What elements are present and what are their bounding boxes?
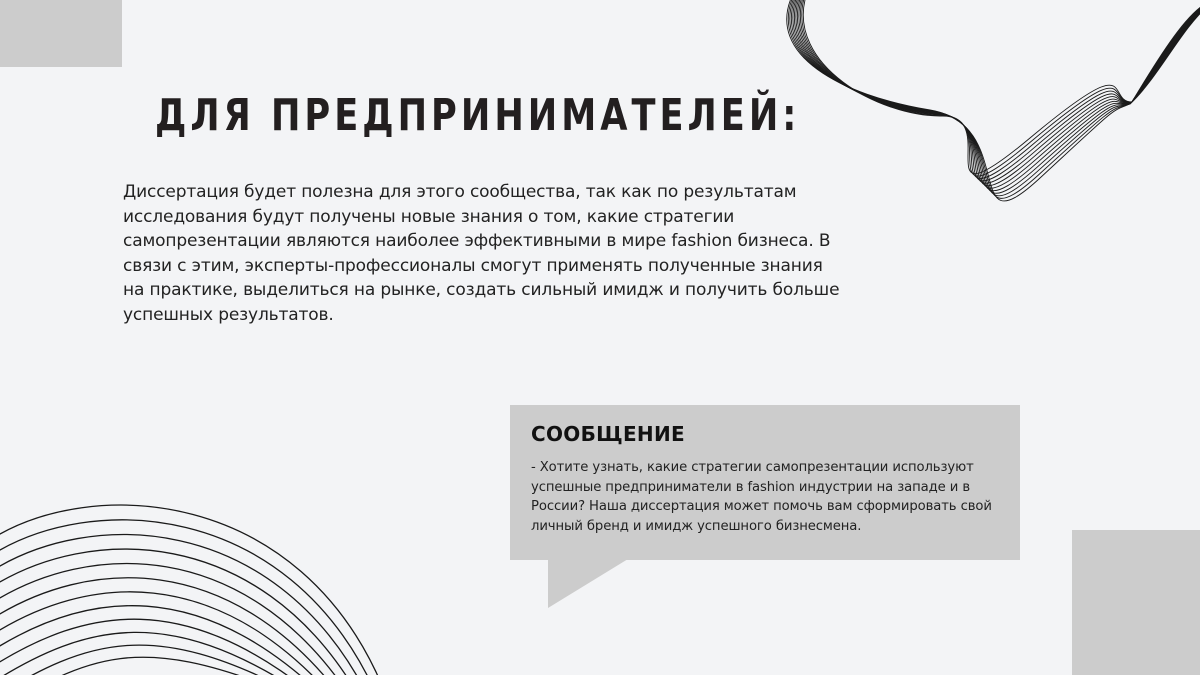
corner-block-bottom-right [1072, 530, 1200, 675]
arc-line [0, 592, 326, 675]
message-text-emphasis: fashion [747, 479, 795, 495]
body-text-end: бизнеса. В связи с этим, эксперты-профессионалы смогут применять полученные знания на практике, выделиться на рынке, создать сильный имидж и получить больше успешных результатов. [123, 231, 840, 325]
body-text-emphasis: fashion [671, 231, 733, 252]
body-text-start: Диссертация будет полезна для этого сообщества, так как по результатам исследования будут получены новые знания о том, какие стратегии самопрезентации являются наиболее эффективными в мире [123, 182, 797, 252]
wave-line [790, 0, 1200, 196]
wave-lines-decoration [780, 0, 1200, 250]
message-text-end: индустрии на западе и в России? Наша диссертация может помочь вам сформировать свой личный бренд и имидж успешного бизнесмена. [531, 479, 992, 534]
message-bubble-tail [548, 559, 628, 608]
wave-line [799, 0, 1200, 181]
wave-line [787, 0, 1200, 201]
arc-line [0, 606, 317, 675]
arc-lines-decoration [0, 480, 400, 675]
corner-block-top-left [0, 0, 122, 67]
message-text [531, 458, 1001, 536]
slide-title: ДЛЯ ПРЕДПРИНИМАТЕЛЕЙ: [155, 90, 801, 141]
message-text-start: - Хотите узнать, какие стратегии самопрезентации используют успешные предприниматели в [531, 460, 974, 495]
body-paragraph [123, 180, 843, 328]
wave-line [788, 0, 1200, 198]
arc-line [0, 549, 355, 675]
message-title: СООБЩЕНИЕ [531, 422, 685, 446]
wave-line [803, 0, 1200, 174]
